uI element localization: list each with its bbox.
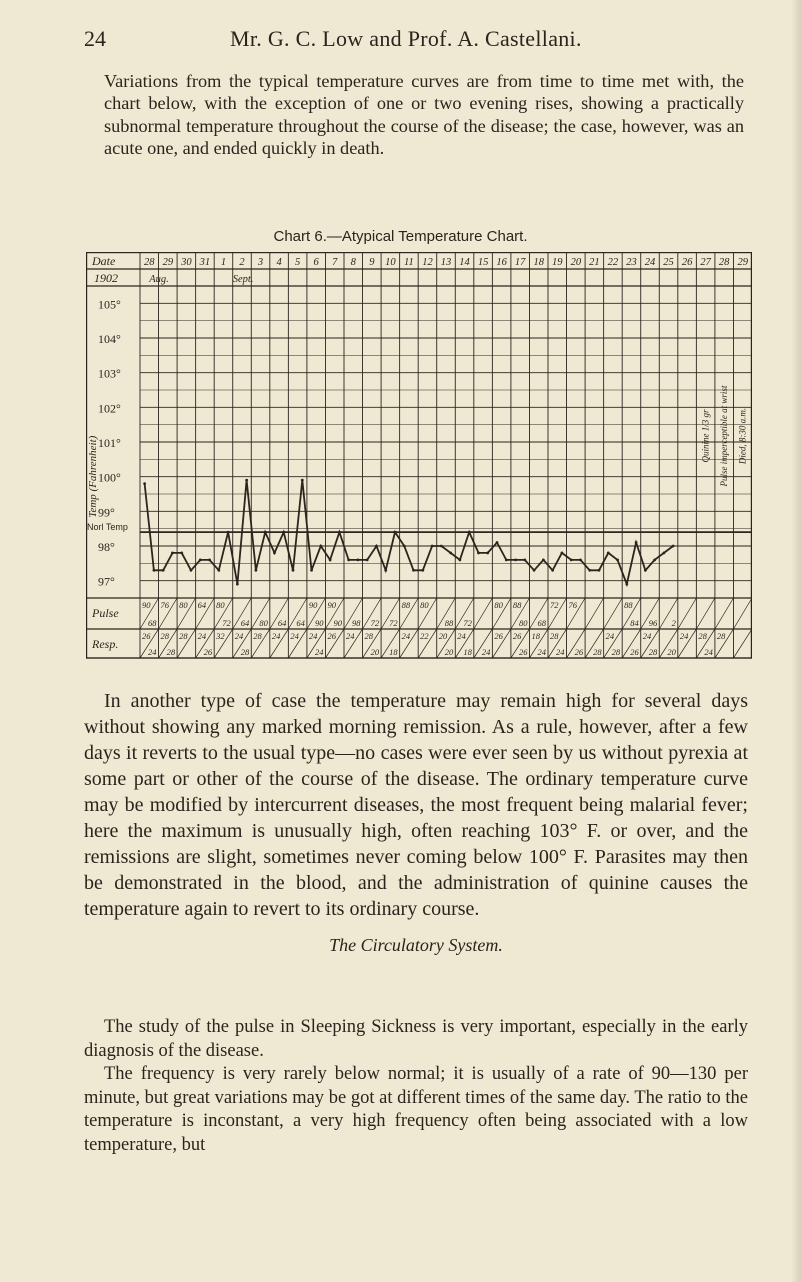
temperature-chart: [86, 252, 752, 660]
temperature-point: [143, 482, 146, 485]
date-tick-label: 25: [663, 257, 674, 268]
resp-value: 24: [556, 647, 565, 657]
pulse-diagonal: [474, 598, 493, 629]
temperature-point: [625, 583, 628, 586]
date-tick-label: 28: [718, 257, 730, 268]
temperature-point: [208, 558, 211, 561]
temperature-point: [523, 558, 526, 561]
date-tick-label: 26: [681, 257, 693, 268]
temperature-point: [449, 552, 452, 555]
temperature-point: [653, 558, 656, 561]
resp-value: 24: [148, 647, 157, 657]
pulse-value: 84: [630, 618, 639, 628]
resp-value: 24: [290, 631, 299, 641]
temperature-point: [338, 531, 341, 534]
resp-value: 26: [494, 631, 503, 641]
temperature-point: [477, 552, 480, 555]
section-title: The Circulatory System.: [329, 935, 503, 955]
temperature-point: [347, 558, 350, 561]
date-tick-label: 31: [199, 257, 211, 268]
resp-value: 18: [463, 647, 472, 657]
date-row-label: Date: [92, 254, 116, 268]
y-tick-label: 100°: [98, 470, 121, 485]
temperature-point: [245, 479, 248, 482]
temperature-point: [366, 558, 369, 561]
temperature-point: [255, 569, 258, 572]
pulse-value: 72: [550, 600, 559, 610]
temperature-point: [616, 558, 619, 561]
temperature-point: [514, 558, 517, 561]
resp-value: 24: [234, 631, 244, 641]
date-tick-label: 6: [313, 257, 319, 268]
date-tick-label: 1: [220, 257, 227, 268]
pulse-value: 90: [314, 618, 324, 628]
y-tick-label: 102°: [98, 401, 121, 416]
temperature-point: [217, 569, 220, 572]
pulse-value: 72: [389, 618, 398, 628]
resp-value: 24: [346, 631, 355, 641]
resp-value: 26: [327, 631, 336, 641]
pulse-value: 90: [142, 600, 151, 610]
date-tick-label: 5: [295, 257, 301, 268]
resp-value: 28: [240, 647, 250, 657]
resp-value: 26: [574, 647, 584, 657]
date-tick-label: 10: [385, 257, 396, 268]
date-tick-label: 24: [644, 257, 656, 268]
date-tick-label: 29: [737, 257, 748, 268]
temperature-point: [394, 531, 397, 534]
temperature-point: [486, 552, 489, 555]
temperature-point: [190, 569, 193, 572]
resp-value: 24: [642, 631, 652, 641]
resp-value: 28: [364, 631, 374, 641]
date-tick-label: 9: [369, 257, 375, 268]
date-tick-label: 4: [276, 257, 282, 268]
pulse-value: 80: [216, 600, 225, 610]
pulse-value: 76: [160, 600, 170, 610]
resp-row-label: Resp.: [92, 637, 119, 651]
pulse-value: 76: [568, 600, 578, 610]
date-tick-label: 22: [607, 257, 619, 268]
temperature-point: [319, 545, 322, 548]
pulse-diagonal: [696, 598, 715, 629]
pulse-value: 88: [401, 600, 411, 610]
chart-caption: Chart 6.—Atypical Temperature Chart.: [273, 228, 528, 245]
temperature-point: [588, 569, 591, 572]
pulse-value: 72: [463, 618, 472, 628]
pulse-value: 88: [444, 618, 454, 628]
normal-temp-label: Norl Temp: [87, 522, 128, 533]
resp-value: 24: [197, 631, 207, 641]
date-tick-label: 28: [144, 257, 155, 268]
chart-svg: [86, 252, 752, 660]
resp-value: 20: [438, 631, 448, 641]
pulse-value: 90: [308, 600, 318, 610]
pulse-value: 64: [240, 618, 250, 628]
year-label: 1902: [94, 271, 118, 285]
temperature-point: [505, 558, 508, 561]
pulse-value: 90: [327, 600, 336, 610]
y-tick-label: 105°: [98, 297, 121, 312]
temperature-point: [570, 558, 573, 561]
temperature-point: [180, 552, 183, 555]
temperature-point: [282, 531, 285, 534]
pulse-value: 88: [512, 600, 522, 610]
temperature-point: [607, 552, 610, 555]
paragraph: The study of the pulse in Sleeping Sickness is very important, especially in the early diagnosis of the disease.: [84, 1017, 748, 1061]
temperature-point: [162, 569, 165, 572]
month-label: Aug.: [149, 274, 169, 285]
temperature-point: [357, 558, 360, 561]
temperature-point: [551, 569, 554, 572]
resp-value: 20: [370, 647, 380, 657]
small-text: [84, 1016, 748, 1158]
temperature-point: [561, 552, 564, 555]
chart-annotation: Died, 8:30 a.m.: [737, 407, 748, 465]
pulse-diagonal: [604, 598, 623, 629]
date-tick-label: 11: [404, 257, 414, 268]
page-edge: [791, 0, 801, 1282]
resp-value: 26: [518, 647, 528, 657]
temperature-point: [431, 545, 434, 548]
resp-value: 26: [630, 647, 639, 657]
temperature-point: [663, 552, 666, 555]
temperature-point: [496, 541, 499, 544]
y-axis-label: Temp (Fahrenheit): [87, 435, 99, 518]
date-tick-label: 16: [496, 257, 507, 268]
pulse-value: 64: [277, 618, 287, 628]
resp-value: 18: [389, 647, 398, 657]
pulse-value: 88: [624, 600, 633, 610]
date-tick-label: 3: [257, 257, 264, 268]
temperature-point: [199, 558, 202, 561]
resp-value: 18: [531, 631, 540, 641]
resp-value: 24: [704, 647, 713, 657]
resp-diagonal: [733, 629, 752, 658]
temperature-point: [236, 583, 239, 586]
resp-value: 26: [512, 631, 522, 641]
body-text: [84, 688, 748, 968]
temperature-point: [672, 545, 675, 548]
pulse-value: 80: [179, 600, 188, 610]
resp-value: 24: [605, 631, 615, 641]
pulse-row-label: Pulse: [92, 606, 119, 620]
pulse-diagonal: [733, 598, 752, 629]
resp-value: 24: [481, 647, 491, 657]
pulse-value: 68: [537, 618, 546, 628]
temperature-point: [384, 569, 387, 572]
paragraph: In another type of case the temperature may remain high for several days without showing any marked morning remission. As a rule, however, after a few days it reverts to the usual type—no cases were ever seen by us without pyrexia at some part or other of the course of the disease. The ordinary temperature curve may be modified by intercurrent diseases, the most frequent being malarial fever; here the maximum is unusually high, often reaching 103° F. or over, and the remissions are slight, sometimes never coming below 100° F. Parasites may then be demonstrated in the blood, and the administration of quinine causes the temperature again to revert to its ordinary course.: [84, 690, 748, 920]
pulse-value: 64: [197, 600, 207, 610]
date-tick-label: 17: [514, 257, 526, 268]
pulse-value: 2: [671, 618, 676, 628]
date-tick-label: 18: [533, 257, 544, 268]
resp-value: 24: [537, 647, 546, 657]
date-tick-label: 20: [570, 257, 582, 268]
resp-value: 24: [679, 631, 689, 641]
resp-value: 26: [142, 631, 151, 641]
y-tick-label: 97°: [98, 574, 115, 589]
pulse-value: 72: [370, 618, 380, 628]
resp-value: 28: [611, 647, 621, 657]
month-label: Sept.: [232, 274, 254, 285]
resp-value: 28: [698, 631, 707, 641]
y-tick-label: 104°: [98, 332, 121, 346]
pulse-value: 80: [494, 600, 503, 610]
page-header: [0, 18, 801, 51]
resp-value: 28: [648, 647, 658, 657]
date-tick-label: 23: [626, 257, 637, 268]
resp-value: 32: [216, 631, 225, 641]
temperature-point: [264, 531, 267, 534]
resp-value: 28: [550, 631, 559, 641]
resp-value: 28: [166, 647, 176, 657]
paragraph: The frequency is very rarely below normal; it is usually of a rate of 90—130 per minute, but great variations may be got at different times of the same day. The ratio to the temperature is inconstant, a very high frequency often being associated with a low temperature, but: [84, 1064, 748, 1155]
resp-value: 28: [160, 631, 170, 641]
date-tick-label: 8: [350, 257, 356, 268]
chart-annotation: Quinine 1/3 gr: [700, 409, 711, 463]
y-tick-label: 103°: [98, 366, 121, 381]
temperature-point: [533, 569, 536, 572]
pulse-value: 96: [648, 618, 658, 628]
pulse-value: 72: [222, 618, 231, 628]
temperature-point: [579, 558, 582, 561]
temperature-point: [635, 541, 638, 544]
resp-value: 28: [593, 647, 602, 657]
date-tick-label: 29: [162, 257, 174, 268]
pulse-value: 80: [420, 600, 429, 610]
temperature-point: [542, 558, 545, 561]
chart-frame: [87, 253, 752, 659]
resp-value: 24: [457, 631, 466, 641]
temperature-point: [310, 569, 313, 572]
resp-value: 26: [203, 647, 213, 657]
resp-value: 28: [716, 631, 726, 641]
pulse-value: 68: [148, 618, 157, 628]
resp-value: 24: [401, 631, 411, 641]
temperature-point: [459, 558, 462, 561]
temperature-point: [412, 569, 415, 572]
date-tick-label: 2: [239, 257, 245, 268]
temperature-point: [273, 552, 276, 555]
date-tick-label: 7: [332, 257, 338, 268]
date-tick-label: 21: [589, 257, 600, 268]
temperature-point: [329, 558, 332, 561]
chart-annotation: Pulse imperceptible at wrist: [719, 385, 730, 487]
pulse-value: 80: [259, 618, 268, 628]
temperature-point: [644, 569, 647, 572]
pulse-value: 80: [518, 618, 528, 628]
resp-value: 22: [420, 631, 429, 641]
y-tick-label: 101°: [98, 436, 121, 450]
date-tick-label: 30: [181, 257, 192, 268]
date-tick-label: 15: [477, 257, 489, 268]
temperature-point: [153, 569, 156, 572]
temperature-point: [292, 569, 295, 572]
pulse-diagonal: [678, 598, 697, 629]
intro-paragraph: Variations from the typical temperature curves are from time to time met with, the chart below, with the exception of one or two evening rises, showing a practically subnormal temperature throughout the course of the disease; the case, however, was an acute one, and ended quickly in death.: [104, 71, 744, 158]
temperature-point: [301, 479, 304, 482]
resp-value: 20: [444, 647, 454, 657]
temperature-point: [421, 569, 424, 572]
date-tick-label: 12: [422, 257, 433, 268]
temperature-point: [403, 545, 406, 548]
date-tick-label: 19: [552, 257, 563, 268]
temperature-point: [375, 545, 378, 548]
pulse-diagonal: [715, 598, 734, 629]
date-tick-label: 27: [700, 257, 711, 268]
temperature-point: [227, 531, 230, 534]
resp-value: 24: [308, 631, 318, 641]
resp-value: 24: [271, 631, 281, 641]
temperature-point: [171, 552, 174, 555]
temperature-point: [468, 531, 471, 534]
page-number: 24: [84, 26, 106, 51]
date-tick-label: 13: [440, 257, 452, 268]
pulse-value: 90: [333, 618, 342, 628]
pulse-value: 98: [352, 618, 361, 628]
running-head: Mr. G. C. Low and Prof. A. Castellani.: [230, 26, 582, 51]
resp-value: 28: [253, 631, 262, 641]
resp-value: 24: [314, 647, 324, 657]
date-tick-label: 14: [459, 257, 470, 268]
temperature-point: [440, 545, 443, 548]
temperature-point: [598, 569, 601, 572]
y-tick-label: 98°: [98, 540, 115, 554]
resp-value: 20: [667, 647, 676, 657]
resp-value: 28: [179, 631, 188, 641]
pulse-value: 64: [296, 618, 305, 628]
pulse-diagonal: [585, 598, 604, 629]
y-tick-label: 99°: [98, 505, 115, 520]
